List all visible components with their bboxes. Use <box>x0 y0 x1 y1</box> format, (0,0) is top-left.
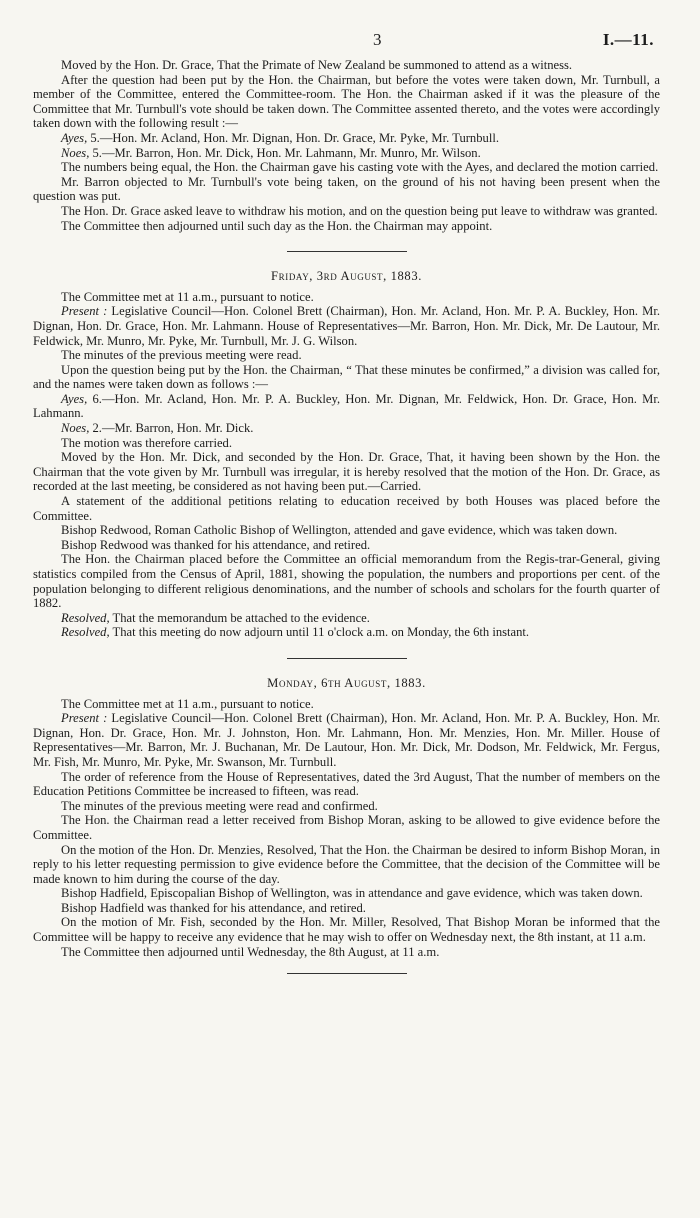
minutes-paragraph <box>33 175 660 204</box>
paragraph-text: The Committee then adjourned until Wednesday, the 8th August, at 11 a.m. <box>61 944 440 959</box>
paragraph-text: The Committee met at 11 a.m., pursuant to notice. <box>61 696 314 711</box>
paragraph-text: Legislative Council—Hon. Colonel Brett (Chairman), Hon. Mr. Acland, Hon. Mr. P. A. Buckley, Hon. Mr. Dignan, Hon. Dr. Grace, Hon. Mr. J. Johnston, Hon. Mr. Lahmann, Hon. Mr. Menzies, Hon. Mr. Miller. House of Representatives—Mr. Barron, Mr. J. Buchanan, Mr. De Lautour, Hon. Mr. Dick, Mr. Dodson, Mr. Feldwick, Mr. Fergus, Mr. Fish, Mr. Munro, Mr. Pyke, Mr. Swanson, Mr. Turnbull. <box>33 711 660 769</box>
minutes-paragraph <box>33 450 660 494</box>
minutes-section <box>33 58 660 233</box>
minutes-paragraph <box>33 625 660 640</box>
paragraph-text: Upon the question being put by the Hon. the Chairman, “ That these minutes be confirmed,” a division was called for, and the names were taken down as follows :— <box>33 362 660 392</box>
minutes-paragraph <box>33 204 660 219</box>
paragraph-text: Bishop Redwood, Roman Catholic Bishop of Wellington, attended and gave evidence, which was taken down. <box>61 523 618 538</box>
minutes-paragraph <box>33 392 660 421</box>
minutes-paragraph <box>33 538 660 553</box>
paragraph-text: After the question had been put by the Hon. the Chairman, but before the votes were taken down, Mr. Turnbull, a member of the Committee, entered the Committee-room. The Hon. the Chairman asked if it was the pleasure of the Committee that Mr. Turnbull's vote should be taken down. The Committee assented thereto, and the votes were accordingly taken down with the following result :— <box>33 72 660 131</box>
paragraph-text: The Hon. the Chairman read a letter received from Bishop Moran, asking to be allowed to give evidence before the Committee. <box>33 813 660 842</box>
paragraph-text: The Committee then adjourned until such day as the Hon. the Chairman may appoint. <box>61 218 493 233</box>
paragraph-text: 5.—Mr. Barron, Hon. Mr. Dick, Hon. Mr. Lahmann, Mr. Munro, Mr. Wilson. <box>89 145 481 160</box>
paragraph-text: On the motion of the Hon. Dr. Menzies, Resolved, That the Hon. the Chairman be desired to inform Bishop Moran, in reply to his letter requesting permission to give evidence before the Committee, that the decision of the Committee will be made known to him during the course of the day. <box>33 842 660 886</box>
paragraph-text: Bishop Hadfield, Episcopalian Bishop of Wellington, was in attendance and gave evidence, which was taken down. <box>61 886 643 901</box>
minutes-paragraph <box>33 945 660 960</box>
minutes-paragraph <box>33 421 660 436</box>
paragraph-text: Moved by the Hon. Mr. Dick, and seconded by the Hon. Dr. Grace, That, it having been shown by the Hon. the Chairman that the vote given by Mr. Turnbull was irregular, it is hereby resolved that the motion of the Hon. Dr. Grace, as recorded at the last meeting, be considered as not having been put.—Carried. <box>33 450 660 494</box>
paragraph-text: Mr. Barron objected to Mr. Turnbull's vote being taken, on the ground of his not having been present when the question was put. <box>33 174 660 204</box>
paragraph-lead: Resolved, <box>61 610 110 625</box>
minutes-paragraph <box>33 552 660 610</box>
paragraph-text: 6.—Hon. Mr. Acland, Hon. Mr. P. A. Buckley, Hon. Mr. Dignan, Mr. Feldwick, Hon. Dr. Grace, Hon. Mr. Lahmann. <box>33 391 660 421</box>
paragraph-text: The Committee met at 11 a.m., pursuant to notice. <box>61 289 314 304</box>
minutes-paragraph <box>33 131 660 146</box>
minutes-paragraph <box>33 901 660 916</box>
minutes-paragraph <box>33 770 660 799</box>
minutes-paragraph <box>33 146 660 161</box>
minutes-section <box>33 658 660 959</box>
paragraph-lead: Present : <box>61 304 108 319</box>
minutes-paragraph <box>33 494 660 523</box>
minutes-paragraph <box>33 711 660 769</box>
paragraph-text: The order of reference from the House of Representatives, dated the 3rd August, That the number of members on the Education Petitions Committee be increased to fifteen, was read. <box>33 769 660 799</box>
paragraph-lead: Ayes, <box>61 391 88 406</box>
minutes-paragraph <box>33 523 660 538</box>
paragraph-text: The numbers being equal, the Hon. the Chairman gave his casting vote with the Ayes, and declared the motion carried. <box>61 160 659 175</box>
minutes-paragraph <box>33 697 660 712</box>
minutes-paragraph <box>33 304 660 348</box>
minutes-paragraph <box>33 160 660 175</box>
minutes-paragraph <box>33 813 660 842</box>
paragraph-lead: Present : <box>61 711 108 726</box>
section-divider <box>287 658 407 659</box>
paragraph-text: Legislative Council—Hon. Colonel Brett (Chairman), Hon. Mr. Acland, Hon. Mr. P. A. Buckley, Hon. Mr. Dignan, Hon. Dr. Grace, Hon. Mr. Lahmann. House of Representatives—Mr. Barron, Hon. Mr. Dick, Mr. De Lautour, Mr. Feldwick, Mr. Munro, Mr. Pyke, Mr. Turnbull, Mr. J. G. Wilson. <box>33 304 660 348</box>
minutes-paragraph <box>33 436 660 451</box>
paper-reference: I.—11. <box>602 30 654 49</box>
minutes-paragraph <box>33 58 660 73</box>
paragraph-text: 5.—Hon. Mr. Acland, Hon. Mr. Dignan, Hon. Dr. Grace, Mr. Pyke, Mr. Turnbull. <box>87 130 499 145</box>
minutes-paragraph <box>33 886 660 901</box>
meeting-date-heading: Friday, 3rd August, 1883. <box>271 269 422 284</box>
minutes-paragraph <box>33 73 660 131</box>
minutes-paragraph <box>33 219 660 234</box>
minutes-paragraph <box>33 799 660 814</box>
minutes-paragraph <box>33 843 660 887</box>
page-header <box>33 0 660 58</box>
minutes-paragraph <box>33 915 660 944</box>
minutes-paragraph <box>33 611 660 626</box>
section-divider <box>287 251 407 252</box>
minutes-paragraph <box>33 363 660 392</box>
document-body <box>33 58 660 974</box>
minutes-section <box>33 251 660 640</box>
paragraph-text: That this meeting do now adjourn until 11 o'clock a.m. on Monday, the 6th instant. <box>109 625 530 640</box>
paragraph-lead: Resolved, <box>61 625 110 640</box>
paragraph-text: A statement of the additional petitions relating to education received by both Houses was placed before the Committee. <box>33 494 660 523</box>
page-number: 3 <box>373 30 382 49</box>
paragraph-text: The minutes of the previous meeting were read. <box>61 348 302 363</box>
minutes-paragraph <box>33 290 660 305</box>
paragraph-text: That the memorandum be attached to the evidence. <box>109 610 370 625</box>
paragraph-text: 2.—Mr. Barron, Hon. Mr. Dick. <box>89 421 254 436</box>
minutes-paragraph <box>33 348 660 363</box>
paragraph-lead: Noes, <box>61 145 90 160</box>
meeting-date-heading: Monday, 6th August, 1883. <box>267 675 426 690</box>
paragraph-text: Bishop Redwood was thanked for his attendance, and retired. <box>61 537 371 552</box>
paragraph-text: The Hon. Dr. Grace asked leave to withdraw his motion, and on the question being put leave to withdraw was granted. <box>61 203 658 218</box>
paragraph-text: Moved by the Hon. Dr. Grace, That the Primate of New Zealand be summoned to attend as a witness. <box>61 58 573 72</box>
paragraph-text: The motion was therefore carried. <box>61 435 232 450</box>
paragraph-lead: Noes, <box>61 421 90 436</box>
paragraph-text: On the motion of Mr. Fish, seconded by the Hon. Mr. Miller, Resolved, That Bishop Moran be informed that the Committee will be happy to receive any evidence that he may wish to offer on Wednesday next, the 8th instant, at 11 a.m. <box>33 915 660 945</box>
end-divider <box>287 973 407 974</box>
paragraph-text: The minutes of the previous meeting were read and confirmed. <box>61 798 378 813</box>
paragraph-lead: Ayes, <box>61 130 88 145</box>
paragraph-text: The Hon. the Chairman placed before the Committee an official memorandum from the Regis-trar-General, giving statistics compiled from the Census of April, 1881, showing the population, the numbers and proportions per cent. of the population belonging to different religious denominations, and the number of schools and scholars for the fourth quarter of 1882. <box>33 552 660 611</box>
paragraph-text: Bishop Hadfield was thanked for his attendance, and retired. <box>61 900 366 915</box>
